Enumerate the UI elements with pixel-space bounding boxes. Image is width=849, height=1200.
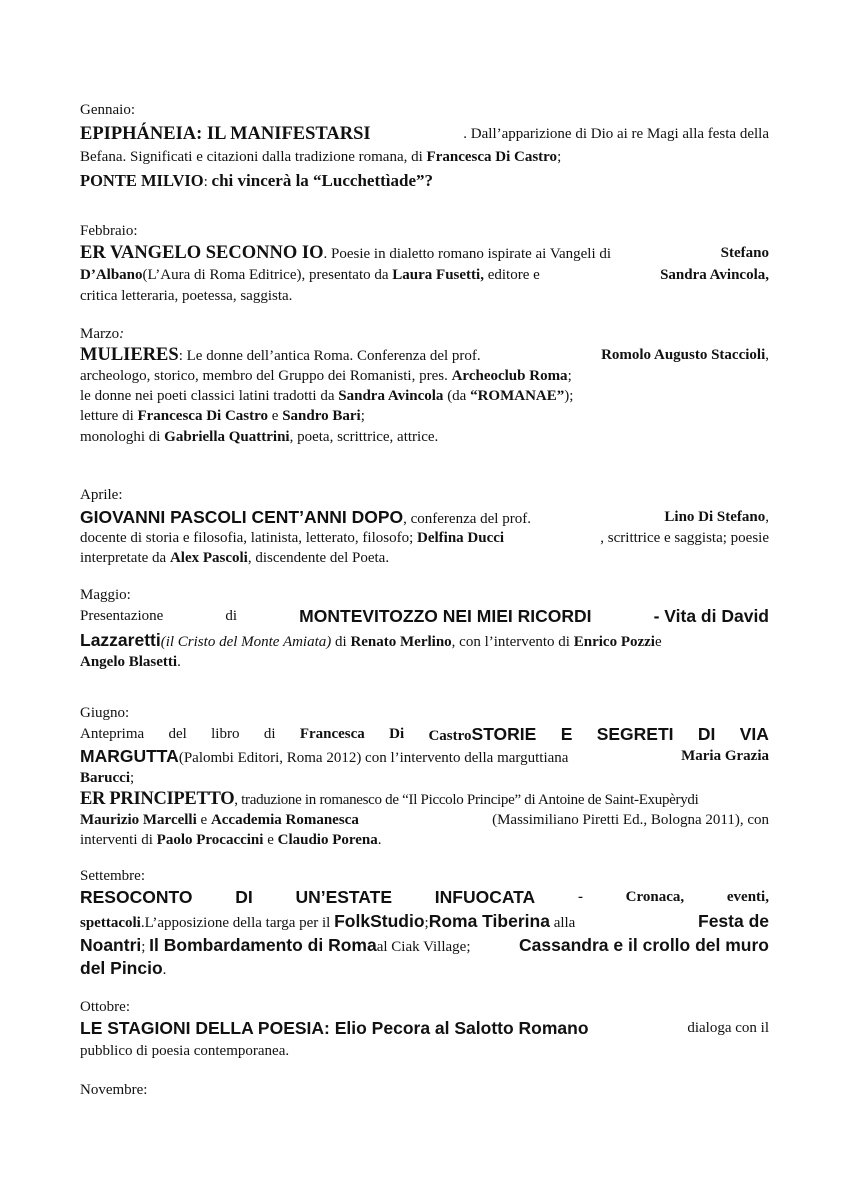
event-text: docente di storia e filosofia, latinista, letterato, filosofo;: [80, 530, 417, 546]
event-text: di: [225, 608, 238, 624]
event-text: interpretate da: [80, 550, 170, 566]
event-text: letture di: [80, 408, 138, 424]
febbraio-line-3: [80, 286, 292, 307]
month-label: Gennaio:: [80, 102, 135, 118]
event-text: le donne nei poeti classici latini tradotti da: [80, 388, 339, 404]
event-title: INFUOCATA: [434, 887, 536, 907]
month-heading-settembre: [80, 866, 145, 887]
event-text: . Poesie in dialetto romano ispirate ai Vangeli di: [323, 246, 612, 262]
month-label: Novembre:: [80, 1082, 148, 1098]
event-text: monologhi di: [80, 429, 165, 445]
aprile-line-2: [80, 528, 769, 549]
giugno-line-1: [80, 724, 769, 747]
event-text: , scrittrice e saggista; poesie: [600, 530, 769, 546]
giugno-line-4: [80, 789, 698, 811]
event-text: critica letteraria, poetessa, saggista.: [80, 288, 293, 304]
punctuation: :: [203, 174, 212, 190]
speaker-name: Romolo Augusto Staccioli: [601, 347, 766, 363]
event-text: libro: [211, 726, 240, 742]
book-subtitle: - Vita di David: [653, 606, 769, 626]
punctuation: );: [564, 388, 574, 404]
punctuation: .: [377, 832, 382, 848]
event-title: DI: [235, 887, 253, 907]
settembre-line-2: [80, 911, 769, 934]
event-text: , poeta, scrittrice, attrice.: [289, 429, 439, 445]
aprile-line-3: [80, 548, 389, 569]
book-title: MARGUTTA: [80, 746, 179, 766]
event-title: GIOVANNI PASCOLI CENT’ANNI DOPO: [80, 507, 404, 527]
event-highlight: del Pincio: [80, 958, 163, 978]
event-text: , conferenza del prof.: [403, 511, 531, 527]
month-label: Aprile:: [80, 487, 123, 503]
guest-name: Barucci: [80, 770, 130, 786]
event-text: , con l’intervento di: [451, 634, 574, 650]
guest-name: Claudio Porena: [277, 832, 378, 848]
author-name: Di: [389, 726, 405, 742]
marzo-line-1: [80, 345, 769, 367]
punctuation: ;: [141, 939, 150, 955]
event-text: interventi di: [80, 832, 157, 848]
event-text: editore e: [483, 267, 540, 283]
event-text: (Massimiliano Piretti Ed., Bologna 2011), con: [492, 812, 769, 828]
month-heading-novembre: [80, 1080, 147, 1101]
event-subtitle: Cronaca,: [625, 889, 685, 905]
punctuation: ,: [765, 347, 769, 363]
settembre-line-1: [80, 887, 769, 908]
event-text: al Ciak Village;: [376, 939, 471, 955]
event-text: alla: [549, 915, 576, 931]
gennaio-line-3: [80, 170, 433, 193]
event-text: (L’Aura di Roma Editrice), presentato da: [142, 267, 393, 283]
reader-name: Sandro Bari: [282, 408, 361, 424]
punctuation: ;: [130, 770, 135, 786]
giugno-line-5: [80, 810, 769, 831]
gennaio-line-2: [80, 147, 561, 168]
event-text: . Dall’apparizione di Dio ai re Magi alla festa della: [463, 126, 769, 142]
book-subtitle: Lazzaretti: [80, 630, 161, 650]
month-heading-giugno: [80, 703, 129, 724]
event-text: archeologo, storico, membro del Gruppo dei Romanisti, pres.: [80, 368, 452, 384]
month-label: Ottobre:: [80, 999, 130, 1015]
presenter-name: Laura Fusetti,: [392, 267, 484, 283]
event-title: ER VANGELO SECONNO IO: [80, 243, 324, 263]
ottobre-line-1: [80, 1018, 769, 1039]
month-label: Maggio:: [80, 587, 131, 603]
event-title: UN’ESTATE: [295, 887, 393, 907]
event-text: (da: [443, 388, 471, 404]
event-place: PONTE MILVIO: [80, 171, 204, 190]
punctuation: ;: [360, 408, 365, 424]
event-text: , discendente del Poeta.: [247, 550, 390, 566]
event-highlight: Roma Tiberina: [428, 911, 550, 931]
speaker-name: Lino Di Stefano: [664, 509, 766, 525]
performer-name: Gabriella Quattrini: [164, 429, 290, 445]
event-text: e: [654, 634, 662, 650]
event-text: Befana. Significati e citazioni dalla tradizione romana, di: [80, 149, 427, 165]
guest-name: Maria Grazia: [681, 748, 769, 764]
punctuation: ,: [765, 509, 769, 525]
event-title: LE STAGIONI DELLA POESIA: Elio Pecora al Salotto Romano: [80, 1018, 589, 1038]
month-label: Giugno:: [80, 705, 130, 721]
month-heading-ottobre: [80, 997, 130, 1018]
marzo-line-2: [80, 366, 572, 387]
book-title: STORIE: [471, 724, 537, 744]
event-text: del: [168, 726, 187, 742]
giugno-line-3: [80, 768, 134, 789]
translator-name: Sandra Avincola: [338, 388, 444, 404]
book-title: VIA: [739, 724, 769, 744]
month-heading-febbraio: [80, 221, 138, 242]
month-heading-marzo: [80, 324, 124, 345]
settembre-line-4: [80, 958, 166, 981]
book-title: SEGRETI: [596, 724, 674, 744]
month-heading-aprile: [80, 485, 123, 506]
punctuation: .: [162, 962, 167, 978]
organization-name: Archeoclub Roma: [451, 368, 568, 384]
event-text: di: [331, 634, 351, 650]
writer-name: Delfina Ducci: [417, 530, 505, 546]
book-title: E: [560, 724, 573, 744]
guest-name: Paolo Procaccini: [156, 832, 264, 848]
critic-name: Sandra Avincola,: [660, 267, 769, 283]
event-text: : Le donne dell’antica Roma. Conferenza del prof.: [178, 348, 481, 364]
event-title: RESOCONTO: [80, 887, 193, 907]
month-label: Febbraio:: [80, 223, 138, 239]
event-text: di: [263, 726, 276, 742]
punctuation: .: [177, 654, 181, 670]
giugno-line-6: [80, 830, 382, 851]
maggio-line-2: [80, 630, 662, 653]
punctuation: ;: [567, 368, 572, 384]
event-text: Anteprima: [80, 726, 145, 742]
punctuation: ;: [424, 915, 429, 931]
book-title: “ROMANAE”: [470, 388, 565, 404]
author-name: Renato Merlino: [350, 634, 452, 650]
organization-name: Accademia Romanesca: [210, 812, 359, 828]
event-subtitle: spettacoli: [80, 915, 141, 931]
maggio-line-3: [80, 652, 181, 673]
author-name: Stefano: [720, 245, 769, 261]
author-name: Francesca: [299, 726, 365, 742]
febbraio-line-1: [80, 243, 769, 265]
event-subtitle: eventi,: [726, 889, 769, 905]
maggio-line-1: [80, 606, 769, 627]
event-text: , traduzione in romanesco de “Il Piccolo Principe” di Antoine de Saint-Exupèrydi: [234, 792, 699, 808]
giugno-line-2: [80, 746, 769, 769]
month-heading-maggio: [80, 585, 131, 606]
guest-name: Enrico Pozzi: [573, 634, 655, 650]
performer-name: Alex Pascoli: [169, 550, 248, 566]
month-label: Settembre:: [80, 868, 145, 884]
author-name: Castro: [428, 728, 472, 744]
event-title: ER PRINCIPETTO: [80, 789, 235, 809]
event-title: EPIPHÁNEIA: IL MANIFESTARSI: [80, 124, 371, 144]
punctuation: ;: [557, 149, 562, 165]
event-highlight: Noantri: [80, 935, 142, 955]
event-question: chi vincerà la “Lucchettìade”?: [211, 171, 433, 190]
event-text: Presentazione: [80, 608, 164, 624]
event-text: e: [263, 832, 278, 848]
translator-name: Maurizio Marcelli: [80, 812, 197, 828]
event-text: pubblico di poesia contemporanea.: [80, 1043, 290, 1059]
book-title: MONTEVITOZZO NEI MIEI RICORDI: [299, 606, 592, 626]
author-name: Francesca Di Castro: [426, 149, 558, 165]
author-name: D’Albano: [80, 267, 143, 283]
marzo-line-5: [80, 427, 438, 448]
event-highlight: Cassandra e il crollo del muro: [519, 935, 769, 955]
marzo-line-4: [80, 406, 365, 427]
guest-name: Angelo Blasetti: [80, 654, 178, 670]
event-text: dialoga con il: [687, 1020, 769, 1036]
event-title: -: [577, 889, 583, 905]
event-text: .L’apposizione della targa per il: [140, 915, 335, 931]
event-highlight: Festa de: [698, 911, 769, 931]
event-text: (Palombi Editori, Roma 2012) con l’intervento della marguttiana: [178, 750, 569, 766]
gennaio-line-1: [80, 124, 769, 145]
ottobre-line-2: [80, 1041, 289, 1062]
event-text: e: [268, 408, 283, 424]
month-heading-gennaio: [80, 100, 135, 121]
event-highlight: Il Bombardamento di Roma: [149, 935, 377, 955]
settembre-line-3: [80, 935, 769, 958]
event-highlight: FolkStudio: [334, 911, 425, 931]
book-note: (il Cristo del Monte Amiata): [160, 634, 332, 650]
reader-name: Francesca Di Castro: [137, 408, 269, 424]
event-title: MULIERES: [80, 345, 179, 365]
marzo-line-3: [80, 386, 573, 407]
febbraio-line-2: [80, 265, 769, 286]
month-label: Marzo: [80, 326, 120, 342]
event-text: e: [196, 812, 211, 828]
month-colon: :: [119, 326, 125, 342]
aprile-line-1: [80, 507, 769, 530]
book-title: DI: [697, 724, 716, 744]
